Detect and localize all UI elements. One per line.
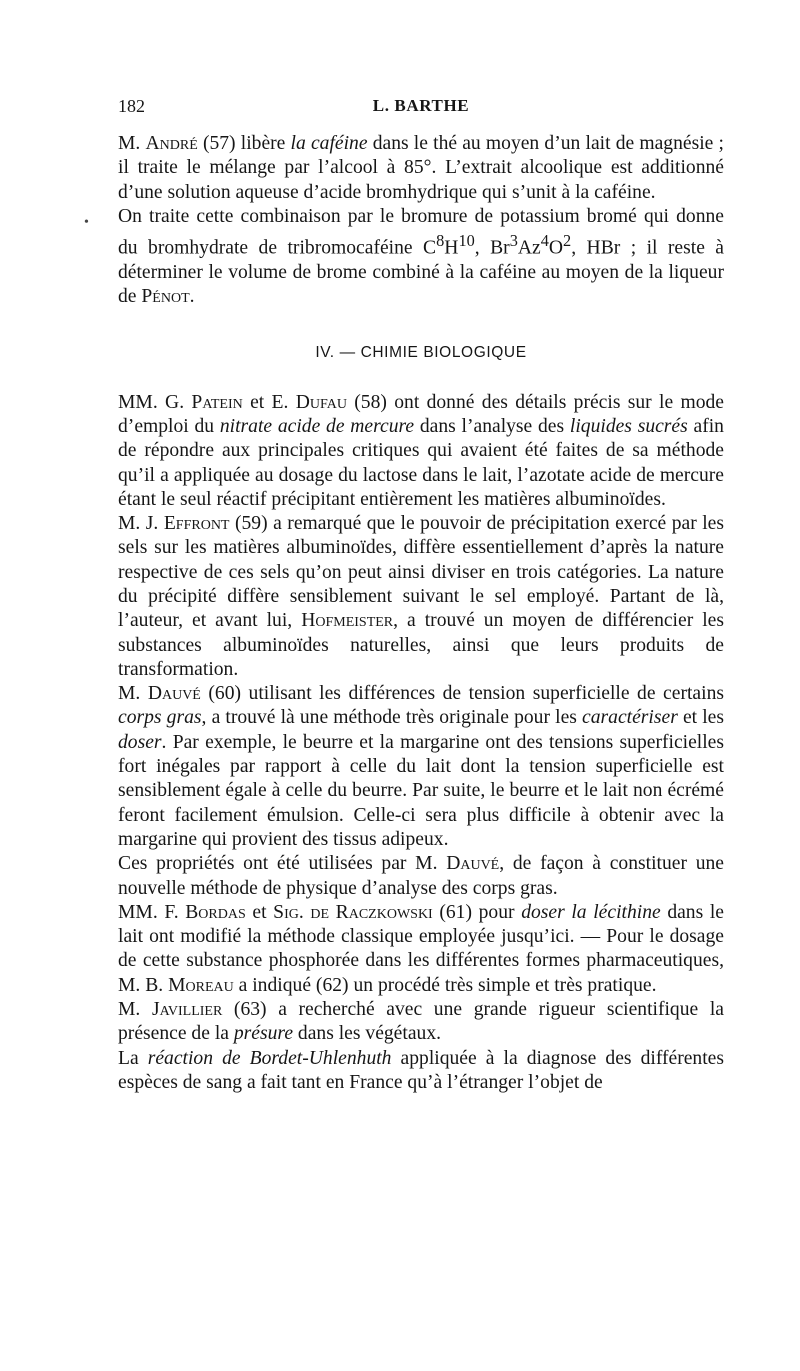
author-name: Patein [191, 391, 243, 413]
author-name: Moreau [168, 974, 234, 996]
author-name: Javillier [151, 999, 223, 1021]
author-name: André [145, 133, 198, 154]
author-name: Bordas [185, 901, 246, 923]
author-name: Pénot [141, 286, 190, 308]
paragraph-dauve: M. Dauvé (60) utilisant les différences de tension superficielle de certains corps gras, a trouvé là une méthode très originale pour les caractériser et les doser. Par exemple, le beurre et la margarine ont des tensions superficielles fort inégales par rapport à celle du lait dont la tension superficielle est sensiblement égale à celle du beurre. Par suite, le beurre et le lait non écrémé feront facilement émulsion. Celle-ci sera plus difficile à obtenir avec la margarine qui provient des tissus adipeux. [118, 683, 725, 850]
paragraph-effront: M. J. Effront (59) a remarqué que le pouvoir de précipitation exercé par les sels sur les matières albuminoïdes, diffère essentiellement d’après la nature respective de ces sels qu’on peut ainsi diviser en trois catégories. La nature du précipité diffère sensiblement suivant le sel employé. Partant de là, l’auteur, et avant lui, Hofmeister, a trouvé un moyen de différencier les substances albuminoïdes naturelles, ainsi que leurs produits de transformation. [118, 513, 724, 680]
author-name: Dauvé [446, 853, 500, 875]
paragraph-bromure: On traite cette combinaison par le bromure de potassium bromé qui donne du bromhydrate de tribromocaféine $C^8H^{10}$, $Br^3Az^4O^2$, HBr ; il reste à déterminer le volume de brome combiné à la caféine au moyen de la liqueur de Pénot. [118, 205, 725, 308]
author-name: Dufau [295, 391, 347, 413]
running-title: L. BARTHE [372, 96, 470, 115]
section-heading: IV. — CHIMIE BIOLOGIQUE [315, 343, 527, 361]
page-number: 182 [118, 96, 145, 116]
body-text [118, 132, 724, 1095]
paragraph-patein-dufau: MM. G. Patein et E. Dufau (58) ont donné des détails précis sur le mode d’emploi du nitrate acide de mercure dans l’analyse des liquides sucrés afin de répondre aux principales critiques qui avaient été faites de sa méthode qu’il a appliquée au dosage du lactose dans le lait, l’azotate acide de mercure étant le seul réactif précipitant entièrement les matières albuminoïdes. [118, 391, 724, 510]
author-name: Hofmeister [301, 610, 394, 632]
author-name: Effront [163, 513, 230, 535]
author-name: Sig. de Raczkowski [273, 901, 433, 923]
paragraph-javillier: M. Javillier (63) a recherché avec une grande rigueur scientifique la présence de la présure dans les végétaux. [118, 999, 724, 1045]
author-name: Dauvé [147, 683, 201, 705]
margin-mark: • [84, 215, 89, 230]
paragraph-andre: M. André (57) libère la caféine dans le thé au moyen d’un lait de magnésie ; il traite le mélange par l’alcool à 85°. L’extrait alcoolique est additionné d’une solution aqueuse d’acide bromhydrique qui s’unit à la caféine. [118, 133, 724, 203]
page-header [118, 96, 724, 126]
paragraph-bordet: La réaction de Bordet-Uhlenhuth appliquée à la diagnose des différentes espèces de sang a fait tant en France qu’à l’étranger l’objet de [118, 1047, 724, 1093]
paragraph-bordas: MM. F. Bordas et Sig. de Raczkowski (61) pour doser la lécithine dans le lait ont modifié la méthode classique employée jusqu’ici. — Pour le dosage de cette substance phosphorée dans les différentes formes pharmaceutiques, M. B. Moreau a indiqué (62) un procédé très simple et très pratique. [118, 901, 725, 996]
paragraph-proprietes: Ces propriétés ont été utilisées par M. Dauvé, de façon à constituer une nouvelle méthode de physique d’analyse des corps gras. [118, 853, 724, 899]
